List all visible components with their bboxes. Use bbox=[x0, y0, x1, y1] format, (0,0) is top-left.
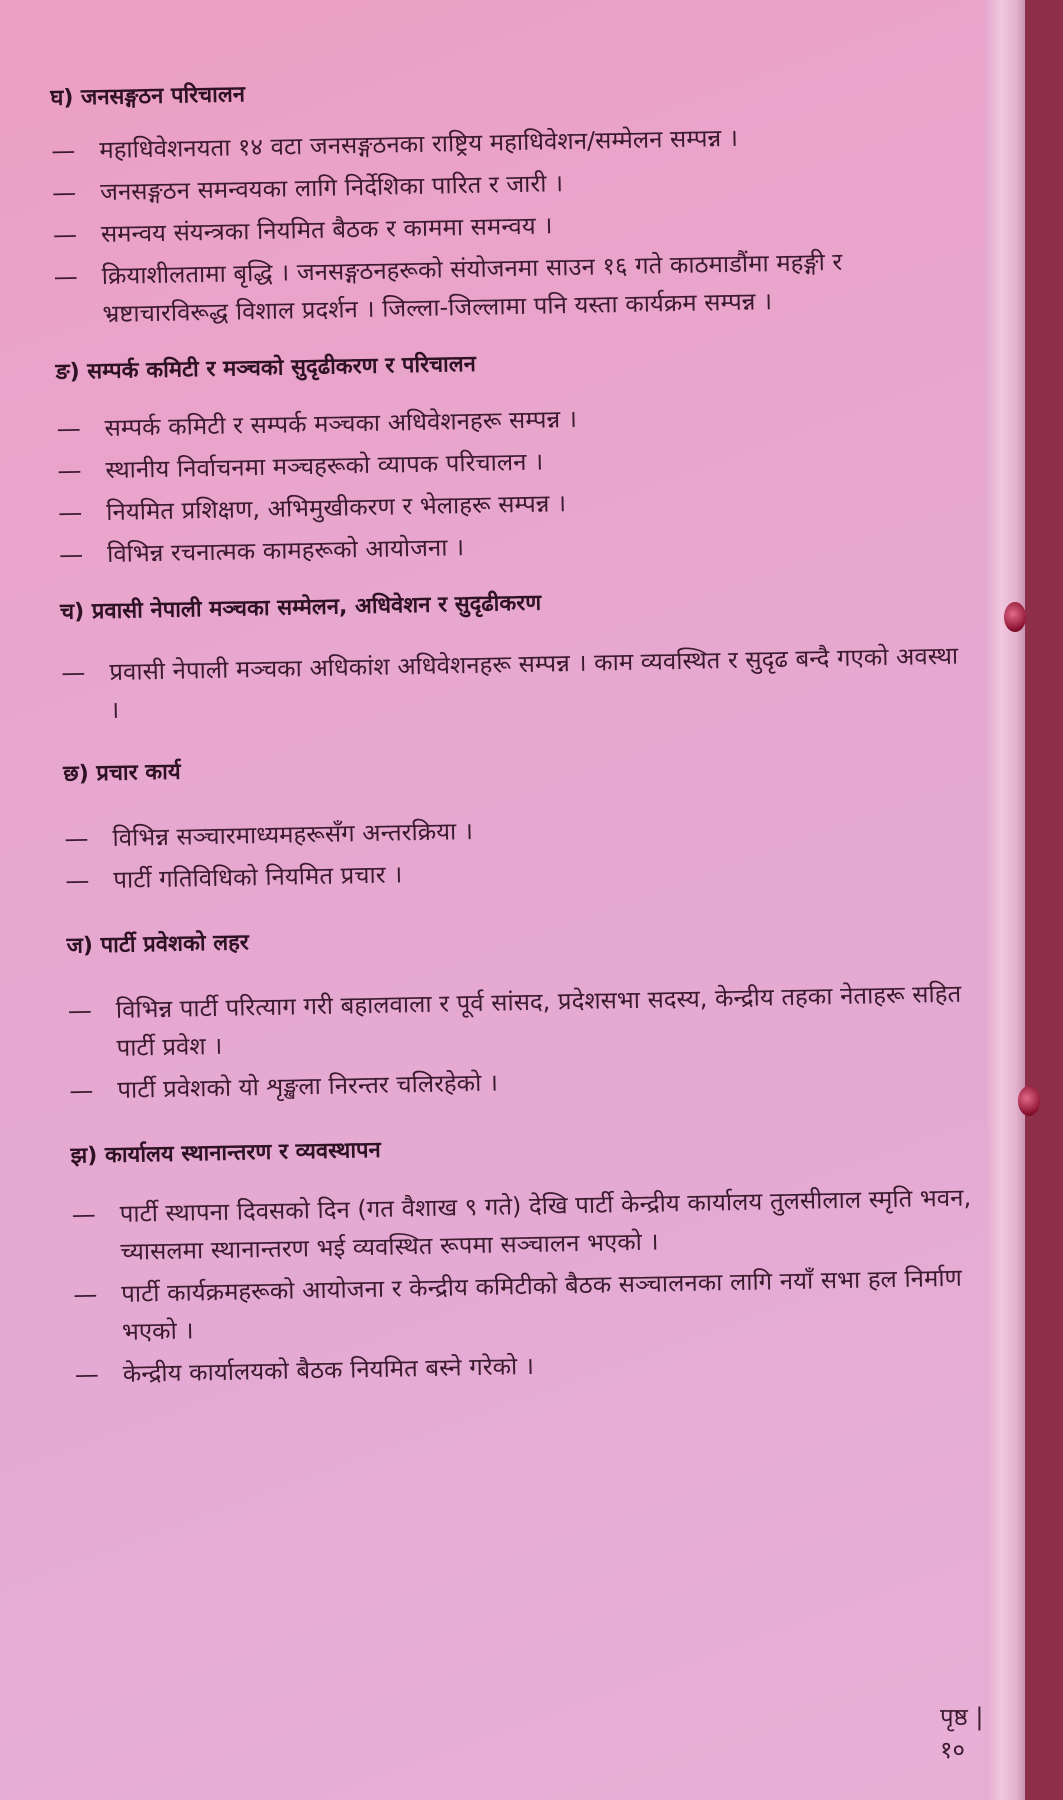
list-item: — पार्टी कार्यक्रमहरूको आयोजना र केन्द्रीय कमिटीको बैठक सञ्चालनका लागि नयाँ सभा हल निर्माण भएको । bbox=[73, 1258, 1000, 1352]
list-item: — पार्टी गतिविधिको नियमित प्रचार । bbox=[65, 844, 1000, 900]
section-chha bbox=[63, 740, 1000, 900]
list-item: — जनसङ्गठन समन्वयका लागि निर्देशिका पारित र जारी । bbox=[52, 156, 1000, 212]
section-cha bbox=[60, 578, 1000, 730]
list-item: — स्थानीय निर्वाचनमा मञ्चहरूको व्यापक परिचालन । bbox=[57, 434, 1000, 490]
section-heading: झ) कार्यालय स्थानान्तरण र व्यवस्थापन bbox=[70, 1137, 381, 1169]
section-heading: ज) पार्टी प्रवेशको लहर bbox=[66, 930, 250, 959]
section-gha bbox=[50, 64, 1000, 334]
list-item: — नियमित प्रशिक्षण, अभिमुखीकरण र भेलाहरू सम्पन्न । bbox=[58, 476, 1000, 532]
page-number: पृष्ठ | १० bbox=[940, 1703, 984, 1764]
list-item: — विभिन्न सञ्चारमाध्यमहरूसँग अन्तरक्रिया । bbox=[64, 802, 1000, 858]
list-item: — प्रवासी नेपाली मञ्चका अधिकांश अधिवेशनहरू सम्पन्न । काम व्यवस्थित र सुदृढ बन्दै गएको अवस्था । bbox=[61, 636, 1000, 730]
list-item: — पार्टी प्रवेशको यो शृङ्खला निरन्तर चलिरहेको । bbox=[69, 1054, 1000, 1110]
section-ja bbox=[66, 912, 1000, 1110]
list-item: — क्रियाशीलतामा बृद्धि । जनसङ्गठनहरूको संयोजनमा साउन १६ गते काठमाडौंमा महङ्गी र भ्रष्टाचारविरूद्ध विशाल प्रदर्शन । जिल्ला-जिल्लामा पनि यस्ता कार्यक्रम सम्पन्न । bbox=[53, 240, 1000, 334]
section-heading: च) प्रवासी नेपाली मञ्चका सम्मेलन, अधिवेशन र सुदृढीकरण bbox=[59, 590, 542, 625]
list-item: — विभिन्न रचनात्मक कामहरूको आयोजना । bbox=[59, 518, 1000, 574]
binder-ring-icon bbox=[1004, 602, 1026, 632]
list-item: — केन्द्रीय कार्यालयको बैठक नियमित बस्ने गरेको । bbox=[74, 1338, 1000, 1394]
list-item: — समन्वय संयन्त्रका नियमित बैठक र काममा समन्वय । bbox=[53, 198, 1000, 254]
section-nga bbox=[55, 338, 1000, 574]
list-item: — विभिन्न पार्टी परित्याग गरी बहालवाला र पूर्व सांसद, प्रदेशसभा सदस्य, केन्द्रीय तहका नेताहरू सहित पार्टी प्रवेश । bbox=[67, 974, 1000, 1068]
binder-ring-icon bbox=[1018, 1086, 1040, 1116]
document-content bbox=[50, 64, 1000, 1412]
section-heading: छ) प्रचार कार्य bbox=[63, 759, 181, 787]
page-edge-shadow bbox=[985, 0, 1025, 1800]
list-item: — महाधिवेशनयता १४ वटा जनसङ्गठनका राष्ट्रिय महाधिवेशन/सम्मेलन सम्पन्न । bbox=[51, 114, 1000, 170]
section-jha bbox=[70, 1122, 1000, 1394]
section-heading: घ) जनसङ्गठन परिचालन bbox=[50, 82, 246, 111]
list-item: — सम्पर्क कमिटी र सम्पर्क मञ्चका अधिवेशनहरू सम्पन्न । bbox=[56, 392, 1000, 448]
section-heading: ङ) सम्पर्क कमिटी र मञ्चको सुदृढीकरण र परिचालन bbox=[55, 351, 477, 385]
list-item: — पार्टी स्थापना दिवसको दिन (गत वैशाख ९ गते) देखि पार्टी केन्द्रीय कार्यालय तुलसीलाल स्मृति भवन, च्यासलमा स्थानान्तरण भई व्यवस्थित रूपमा सञ्चालन भएको । bbox=[71, 1178, 1000, 1272]
